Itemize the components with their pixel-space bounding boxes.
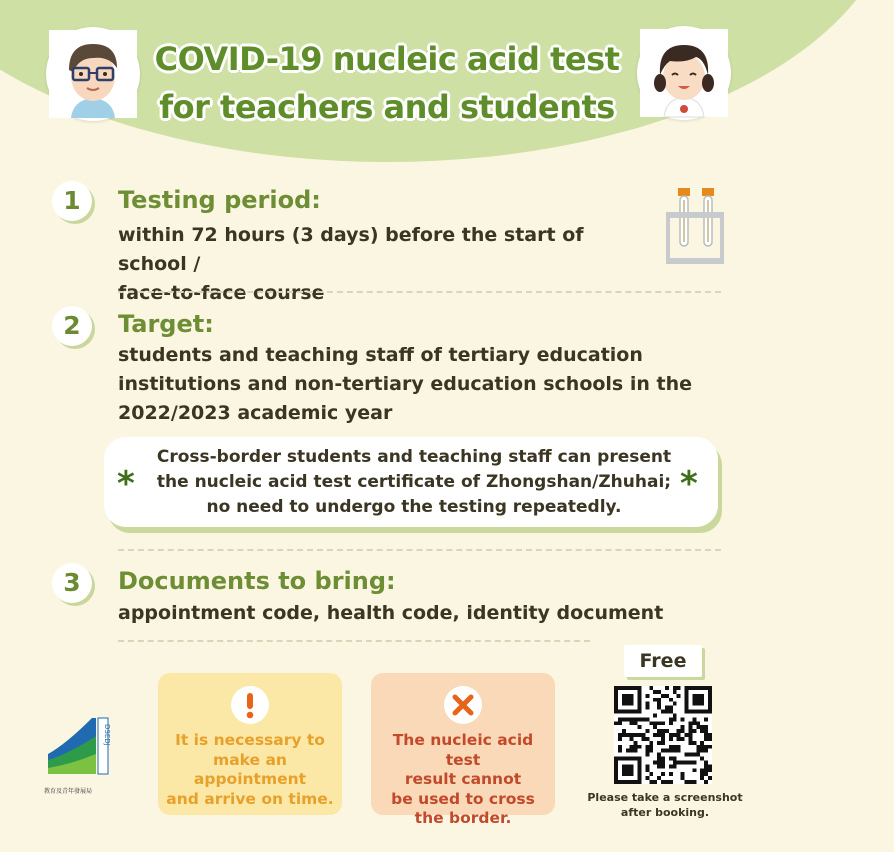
border-line-2: result cannot	[404, 770, 522, 788]
qr-caption-line-2: after booking.	[620, 806, 710, 819]
title-line-1: COVID-19 nucleic acid test	[154, 40, 620, 78]
booking-qr-code[interactable]	[614, 686, 712, 784]
page-title	[120, 35, 654, 131]
test-tube-rack-icon	[664, 186, 726, 270]
section-2-body-line-3: 2022/2023 academic year	[118, 402, 393, 424]
logo-name: 教育及青年發展局	[44, 788, 93, 795]
section-2-body-line-1: students and teaching staff of tertiary education	[118, 344, 643, 366]
dsedj-logo	[44, 714, 110, 790]
appointment-line-1: It is necessary to	[175, 731, 325, 749]
border-line-4: the border.	[414, 809, 512, 827]
section-1-body-line-2: face-to-face course	[118, 282, 325, 304]
qr-caption-line-1: Please take a screenshot	[587, 791, 743, 804]
title-line-2: for teachers and students	[159, 88, 615, 126]
callout-line-1: Cross-border students and teaching staff can present	[156, 447, 672, 467]
section-2-body	[118, 341, 718, 428]
logo-vertical-text: DSEDJ	[103, 724, 111, 746]
asterisk-left-icon: *	[117, 464, 135, 504]
section-1-number: 1	[52, 181, 92, 221]
divider-1	[118, 291, 721, 293]
section-2-body-line-2: institutions and non-tertiary education schools in the	[118, 373, 693, 395]
appointment-card-text	[162, 731, 338, 809]
border-line-1: The nucleic acid test	[392, 731, 534, 769]
divider-3	[118, 640, 590, 642]
appointment-line-3: appointment	[193, 770, 307, 788]
cross-icon	[444, 686, 482, 724]
asterisk-right-icon: *	[680, 464, 698, 504]
section-1-body	[118, 221, 658, 308]
qr-caption	[585, 790, 745, 820]
divider-2	[118, 549, 721, 551]
exclamation-icon	[231, 686, 269, 724]
section-3-heading: Documents to bring:	[118, 567, 396, 595]
callout-text	[150, 445, 678, 520]
section-2-number: 2	[52, 306, 92, 346]
callout-line-2: the nucleic acid test certificate of Zhongshan/Zhuhai;	[156, 472, 672, 492]
appointment-line-4: and arrive on time.	[166, 789, 334, 808]
section-3-number: 3	[52, 563, 92, 603]
callout-line-3: no need to undergo the testing repeatedly.	[206, 497, 622, 517]
border-card-text	[375, 731, 551, 829]
free-badge: Free	[624, 645, 702, 677]
section-2-heading: Target:	[118, 310, 214, 338]
section-1-heading: Testing period:	[118, 186, 321, 214]
section-3-body: appointment code, health code, identity document	[118, 602, 664, 624]
section-1-body-line-1: within 72 hours (3 days) before the start of school /	[118, 224, 584, 275]
appointment-line-2: make an	[213, 750, 287, 769]
border-line-3: be used to cross	[391, 789, 535, 808]
